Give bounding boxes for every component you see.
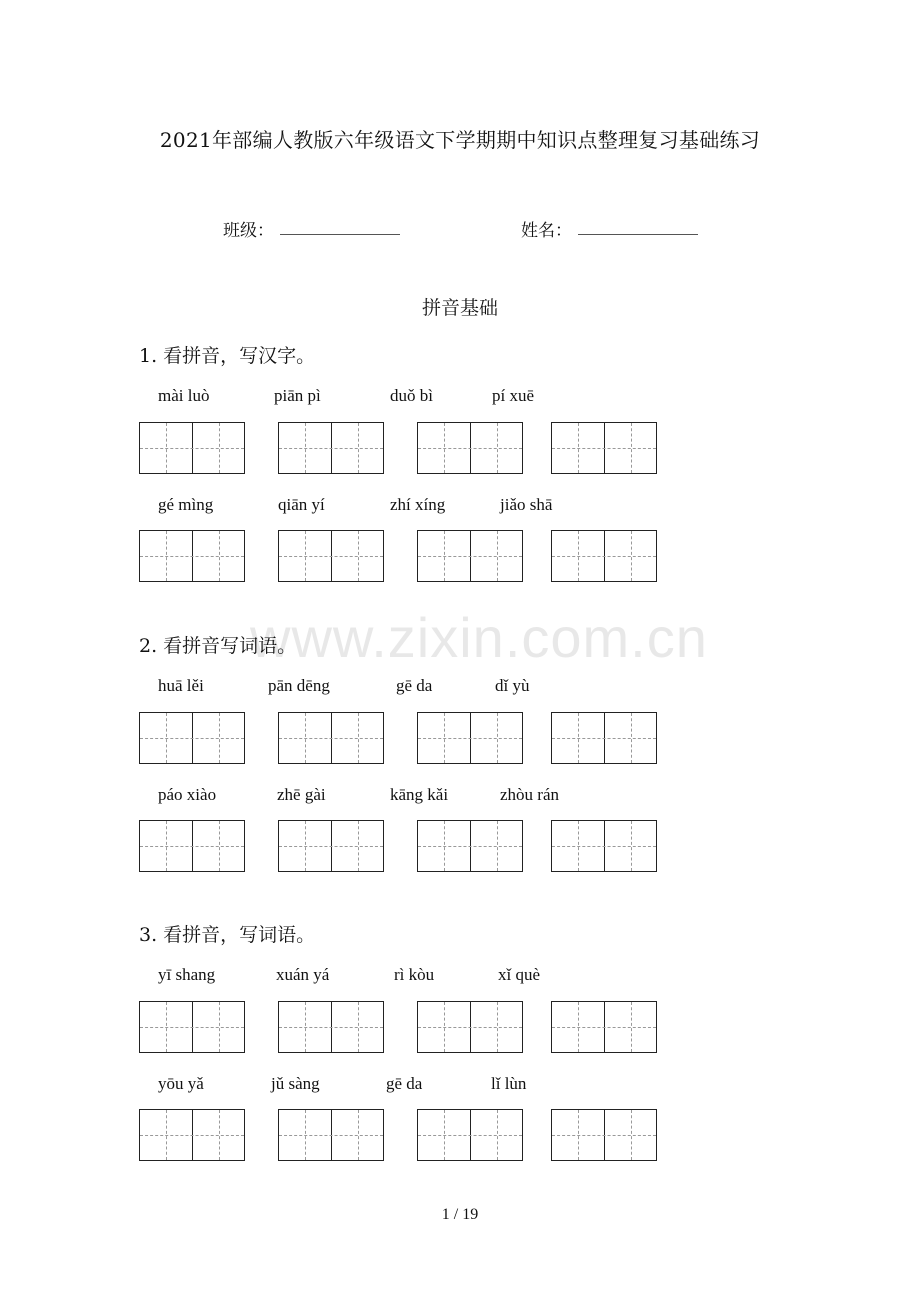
grid-guide-line <box>631 713 632 763</box>
grid-guide-line <box>552 846 656 847</box>
grid-guide-line <box>418 738 522 739</box>
grid-guide-line <box>631 423 632 473</box>
grid-guide-line <box>219 1110 220 1160</box>
grid-guide-line <box>418 1135 522 1136</box>
grid-guide-line <box>444 821 445 871</box>
grid-guide-line <box>552 1135 656 1136</box>
writing-grid-box[interactable] <box>551 422 657 474</box>
writing-grid-box[interactable] <box>139 1001 245 1053</box>
grid-guide-line <box>444 713 445 763</box>
writing-grid-box[interactable] <box>139 530 245 582</box>
grid-guide-line <box>552 556 656 557</box>
writing-grid-box[interactable] <box>417 530 523 582</box>
grid-guide-line <box>497 1002 498 1052</box>
writing-grid-box[interactable] <box>417 1001 523 1053</box>
grid-guide-line <box>140 738 244 739</box>
grid-guide-line <box>140 556 244 557</box>
grid-guide-line <box>552 448 656 449</box>
grid-guide-line <box>358 713 359 763</box>
writing-grid-box[interactable] <box>417 422 523 474</box>
writing-grid-box[interactable] <box>278 1001 384 1053</box>
grid-guide-line <box>418 1027 522 1028</box>
grid-guide-line <box>418 846 522 847</box>
grid-guide-line <box>279 556 383 557</box>
grid-guide-line <box>578 1110 579 1160</box>
grid-guide-line <box>279 738 383 739</box>
pinyin-label: duǒ bì <box>390 386 433 405</box>
grid-guide-line <box>578 1002 579 1052</box>
pinyin-label: qiān yí <box>278 495 325 514</box>
grid-guide-line <box>219 821 220 871</box>
writing-grid-box[interactable] <box>139 712 245 764</box>
grid-guide-line <box>497 821 498 871</box>
grid-guide-line <box>358 821 359 871</box>
grid-guide-line <box>166 821 167 871</box>
grid-guide-line <box>578 531 579 581</box>
writing-grid-box[interactable] <box>551 1109 657 1161</box>
grid-guide-line <box>497 713 498 763</box>
writing-grid-box[interactable] <box>417 1109 523 1161</box>
writing-grid-box[interactable] <box>551 530 657 582</box>
pinyin-label: pān dēng <box>268 676 330 695</box>
grid-guide-line <box>166 531 167 581</box>
pinyin-label: gé mìng <box>158 495 214 514</box>
question-heading-1: 1. 看拼音，写汉字。 <box>139 345 316 367</box>
grid-guide-line <box>219 531 220 581</box>
watermark: www.zixin.com.cn <box>250 606 708 669</box>
grid-guide-line <box>631 1110 632 1160</box>
pinyin-label: xǐ què <box>498 965 541 984</box>
pinyin-label: gē da <box>396 676 433 695</box>
pinyin-label: jiǎo shā <box>500 495 553 514</box>
pinyin-label: zhē gài <box>277 785 326 804</box>
pinyin-label: zhòu rán <box>500 785 560 804</box>
grid-guide-line <box>358 531 359 581</box>
pinyin-label: páo xiào <box>158 785 217 804</box>
question-heading-2: 2. 看拼音写词语。 <box>139 635 297 657</box>
grid-guide-line <box>219 423 220 473</box>
grid-guide-line <box>166 1002 167 1052</box>
writing-grid-box[interactable] <box>139 1109 245 1161</box>
grid-guide-line <box>497 1110 498 1160</box>
writing-grid-box[interactable] <box>417 712 523 764</box>
grid-guide-line <box>305 713 306 763</box>
pinyin-label: yōu yǎ <box>158 1074 204 1093</box>
grid-guide-line <box>552 1027 656 1028</box>
grid-guide-line <box>418 556 522 557</box>
writing-grid-box[interactable] <box>551 712 657 764</box>
pinyin-label: piān pì <box>274 386 321 405</box>
writing-grid-box[interactable] <box>278 1109 384 1161</box>
writing-grid-box[interactable] <box>278 530 384 582</box>
name-blank-line[interactable] <box>578 234 698 235</box>
writing-grid-box[interactable] <box>551 1001 657 1053</box>
pinyin-label: gē da <box>386 1074 423 1093</box>
grid-guide-line <box>631 1002 632 1052</box>
writing-grid-box[interactable] <box>139 820 245 872</box>
grid-guide-line <box>140 448 244 449</box>
pinyin-label: jǔ sàng <box>271 1074 320 1093</box>
pinyin-label: lǐ lùn <box>491 1074 527 1093</box>
grid-guide-line <box>497 531 498 581</box>
grid-guide-line <box>279 1027 383 1028</box>
grid-guide-line <box>444 423 445 473</box>
name-label: 姓名： <box>521 221 572 241</box>
section-heading: 拼音基础 <box>421 297 498 319</box>
grid-guide-line <box>219 713 220 763</box>
pinyin-label: yī shang <box>158 965 216 984</box>
pinyin-label: kāng kǎi <box>390 785 449 804</box>
grid-guide-line <box>279 846 383 847</box>
grid-guide-line <box>305 423 306 473</box>
writing-grid-box[interactable] <box>417 820 523 872</box>
grid-guide-line <box>140 1027 244 1028</box>
grid-guide-line <box>166 713 167 763</box>
writing-grid-box[interactable] <box>278 422 384 474</box>
grid-guide-line <box>166 1110 167 1160</box>
grid-guide-line <box>578 713 579 763</box>
grid-guide-line <box>219 1002 220 1052</box>
grid-guide-line <box>578 423 579 473</box>
grid-guide-line <box>358 1110 359 1160</box>
grid-guide-line <box>305 1110 306 1160</box>
writing-grid-box[interactable] <box>551 820 657 872</box>
document-title: 2021年部编人教版六年级语文下学期期中知识点整理复习基础练习 <box>159 128 761 152</box>
grid-guide-line <box>279 1135 383 1136</box>
grid-guide-line <box>140 846 244 847</box>
grid-guide-line <box>166 423 167 473</box>
pinyin-label: zhí xíng <box>390 495 446 514</box>
grid-guide-line <box>305 1002 306 1052</box>
grid-guide-line <box>444 1002 445 1052</box>
class-blank-line[interactable] <box>280 234 400 235</box>
pinyin-label: huā lěi <box>158 676 204 695</box>
grid-guide-line <box>631 821 632 871</box>
writing-grid-box[interactable] <box>278 820 384 872</box>
grid-guide-line <box>305 531 306 581</box>
grid-guide-line <box>358 1002 359 1052</box>
page-number: 1 / 19 <box>441 1206 479 1223</box>
pinyin-label: pí xuē <box>492 386 535 405</box>
pinyin-label: xuán yá <box>276 965 330 984</box>
question-heading-3: 3. 看拼音，写词语。 <box>139 924 316 946</box>
class-label: 班级： <box>223 221 274 241</box>
pinyin-label: mài luò <box>158 386 210 405</box>
grid-guide-line <box>279 448 383 449</box>
grid-guide-line <box>444 531 445 581</box>
grid-guide-line <box>444 1110 445 1160</box>
grid-guide-line <box>578 821 579 871</box>
grid-guide-line <box>358 423 359 473</box>
writing-grid-box[interactable] <box>139 422 245 474</box>
grid-guide-line <box>552 738 656 739</box>
grid-guide-line <box>497 423 498 473</box>
pinyin-label: dǐ yù <box>495 676 530 695</box>
grid-guide-line <box>140 1135 244 1136</box>
grid-guide-line <box>418 448 522 449</box>
grid-guide-line <box>631 531 632 581</box>
writing-grid-box[interactable] <box>278 712 384 764</box>
pinyin-label: rì kòu <box>394 965 435 984</box>
grid-guide-line <box>305 821 306 871</box>
